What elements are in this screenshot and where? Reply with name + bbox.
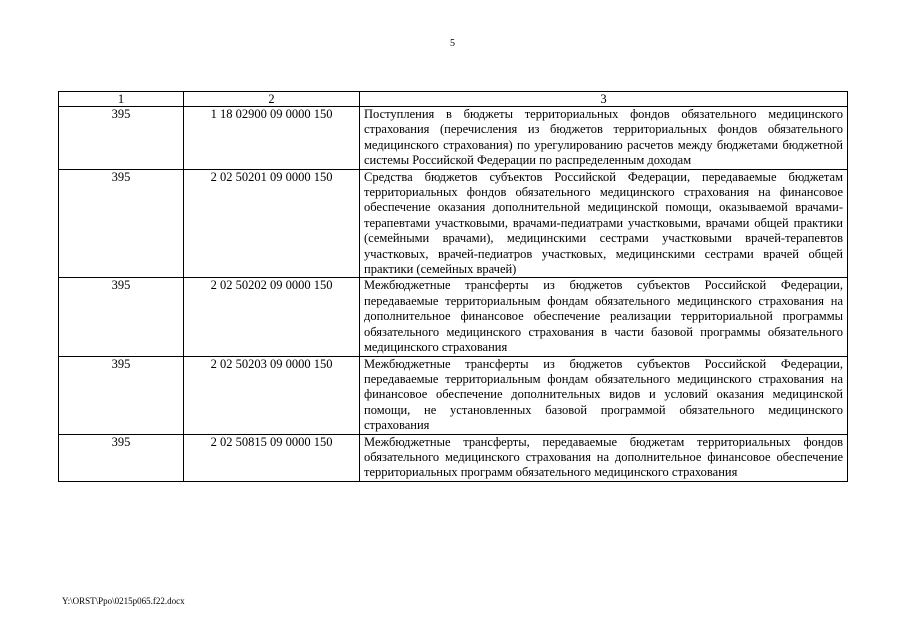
budget-code-cell: 2 02 50815 09 0000 150 [184,434,360,481]
admin-code-cell: 395 [59,169,184,278]
table-row [59,107,848,170]
document-file-path: Y:\ORST\Ppo\0215p065.f22.docx [62,596,185,606]
admin-code-cell: 395 [59,278,184,356]
budget-codes-table [58,91,848,482]
admin-code-cell: 395 [59,434,184,481]
table-header-row [59,92,848,107]
description-cell: Поступления в бюджеты территориальных фондов обязательного медицинского страхования (перечисления из бюджетов территориальных фондов обязательного медицинского страхования) по урегулированию расчетов между бюджетами бюджетной системы Российской Федерации по распределенным доходам [360,107,848,170]
header-column-2: 2 [184,92,360,107]
table-row [59,278,848,356]
budget-code-cell: 2 02 50202 09 0000 150 [184,278,360,356]
budget-code-cell: 2 02 50203 09 0000 150 [184,356,360,434]
table-row [59,356,848,434]
admin-code-cell: 395 [59,356,184,434]
header-column-1: 1 [59,92,184,107]
description-cell: Межбюджетные трансферты из бюджетов субъектов Российской Федерации, передаваемые территориальным фондам обязательного медицинского страхования на дополнительное финансовое обеспечение реализации территориальной программы обязательного медицинского страхования в части базовой программы обязательного медицинского страхования [360,278,848,356]
table-row [59,169,848,278]
budget-code-cell: 2 02 50201 09 0000 150 [184,169,360,278]
description-cell: Межбюджетные трансферты, передаваемые бюджетам территориальных фондов обязательного медицинского страхования на дополнительное финансовое обеспечение территориальных программ обязательного медицинского страхования [360,434,848,481]
budget-code-cell: 1 18 02900 09 0000 150 [184,107,360,170]
page-number: 5 [450,38,455,49]
admin-code-cell: 395 [59,107,184,170]
description-cell: Средства бюджетов субъектов Российской Федерации, передаваемые бюджетам территориальных фондов обязательного медицинского страхования на финансовое обеспечение оказания дополнительной медицинской помощи, оказываемой врачами-терапевтами участковыми, врачами-педиатрами участковыми, врачами общей практики (семейными врачами), медицинскими сестрами участковыми врачей-терапевтов участковых, врачей-педиатров участковых, медицинскими сестрами врачей общей практики (семейных врачей) [360,169,848,278]
description-cell: Межбюджетные трансферты из бюджетов субъектов Российской Федерации, передаваемые территориальным фондам обязательного медицинского страхования на финансовое обеспечение дополнительных видов и условий оказания медицинской помощи, не установленных базовой программой обязательного медицинского страхования [360,356,848,434]
header-column-3: 3 [360,92,848,107]
table-row [59,434,848,481]
